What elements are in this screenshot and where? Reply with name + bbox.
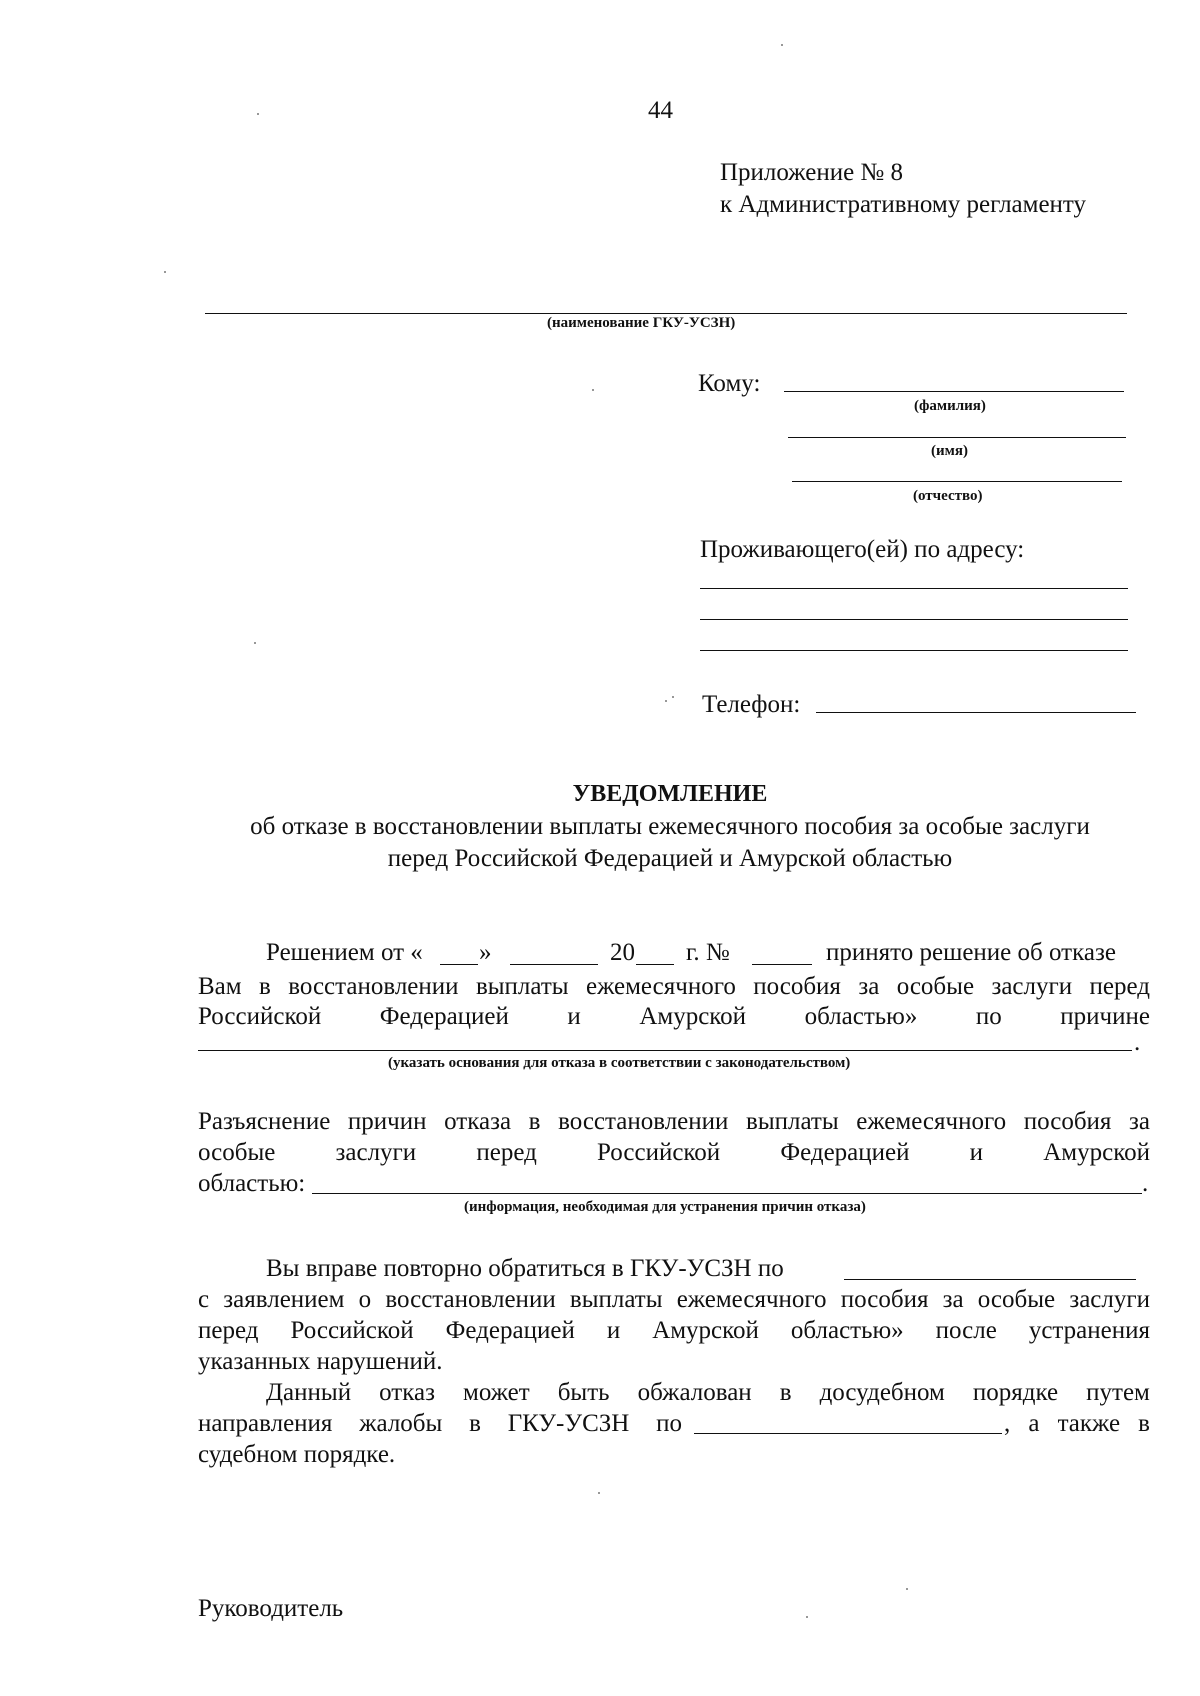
explanation-word: и — [969, 1139, 984, 1166]
phone-label: Телефон: — [702, 691, 801, 718]
refusal-reason-period: . — [1134, 1029, 1141, 1056]
decision-text-2: Вам в восстановлении выплаты ежемесячного пособия за особые заслуги перед — [198, 973, 1150, 1000]
explanation-word: особые — [198, 1139, 276, 1166]
signature-position: Руководитель — [198, 1595, 344, 1622]
appendix-regulation: к Административному регламенту — [720, 191, 1087, 218]
scan-speck — [598, 1492, 600, 1494]
reapply-text-2: с заявлением о восстановлении выплаты ежемесячного пособия за особые заслуги — [198, 1286, 1150, 1313]
decision-word: Амурской — [639, 1003, 747, 1030]
decision-word: по — [975, 1003, 1002, 1030]
appeal-word: досудебном — [819, 1379, 945, 1406]
reapply-text-3 — [198, 1318, 1150, 1343]
surname-caption: (фамилия) — [914, 398, 986, 414]
reapply-word: устранения — [1028, 1317, 1150, 1344]
name-line — [788, 437, 1126, 438]
scan-speck — [672, 696, 674, 698]
explanation-word: Российской — [596, 1139, 721, 1166]
refusal-reason-line — [198, 1050, 1132, 1051]
reapply-address-line — [844, 1279, 1136, 1280]
decision-month-line — [510, 964, 598, 965]
patronymic-caption: (отчество) — [913, 488, 983, 504]
explanation-period: . — [1142, 1170, 1149, 1197]
reapply-word: и — [606, 1317, 621, 1344]
appeal-address-line — [694, 1433, 1002, 1434]
org-name-line — [205, 313, 1127, 314]
explanation-info-line — [312, 1193, 1142, 1194]
appeal-text-2a: направления жалобы в ГКУ-УСЗН по — [198, 1410, 682, 1437]
org-name-caption: (наименование ГКУ-УСЗН) — [547, 315, 736, 331]
phone-line — [816, 712, 1136, 713]
address-line-3 — [700, 650, 1128, 651]
decision-year-prefix: 20 — [610, 939, 635, 966]
address-label: Проживающего(ей) по адресу: — [700, 536, 1025, 563]
decision-number-label: г. № — [686, 939, 730, 966]
notice-subtitle-2: перед Российской Федерацией и Амурской областью — [387, 845, 953, 872]
reapply-text-1: Вы вправе повторно обратиться в ГКУ-УСЗН по — [266, 1255, 784, 1282]
appeal-word: обжалован — [637, 1379, 752, 1406]
reapply-word: после — [935, 1317, 997, 1344]
address-line-2 — [700, 619, 1128, 620]
address-line-1 — [700, 588, 1128, 589]
appeal-text-3: судебном порядке. — [198, 1441, 396, 1468]
explanation-text-1: Разъяснение причин отказа в восстановлении выплаты ежемесячного пособия за — [198, 1108, 1150, 1135]
scan-speck — [592, 389, 594, 391]
decision-date-close: » — [479, 939, 492, 966]
decision-text-3 — [198, 1004, 1150, 1029]
scan-speck — [781, 44, 783, 46]
appeal-word: отказ — [379, 1379, 435, 1406]
appeal-word: быть — [557, 1379, 610, 1406]
reapply-word: Российской — [290, 1317, 414, 1344]
patronymic-line — [792, 481, 1122, 482]
to-label: Кому: — [698, 370, 761, 397]
appeal-word: в — [779, 1379, 792, 1406]
page-number: 44 — [648, 97, 673, 124]
surname-line — [784, 391, 1124, 392]
explanation-text-3: областью: — [198, 1170, 306, 1197]
decision-number-line — [752, 964, 812, 965]
appendix-number: Приложение № 8 — [720, 159, 904, 186]
explanation-word: заслуги — [335, 1139, 417, 1166]
refusal-reason-caption: (указать основания для отказа в соответствии с законодательством) — [388, 1055, 851, 1071]
name-caption: (имя) — [931, 443, 968, 459]
explanation-word: перед — [476, 1139, 537, 1166]
notice-subtitle-1: об отказе в восстановлении выплаты ежемесячного пособия за особые заслуги — [250, 813, 1090, 840]
explanation-text-2 — [198, 1140, 1150, 1165]
reapply-word: перед — [198, 1317, 259, 1344]
appeal-word: может — [463, 1379, 530, 1406]
decision-word: Российской — [198, 1003, 322, 1030]
scan-speck — [254, 642, 256, 644]
decision-word: причине — [1060, 1003, 1150, 1030]
decision-year-line — [636, 964, 674, 965]
explanation-word: Амурской — [1043, 1139, 1150, 1166]
scan-speck — [164, 271, 166, 273]
reapply-word: Федерацией — [445, 1317, 575, 1344]
explanation-caption: (информация, необходимая для устранения причин отказа) — [464, 1199, 866, 1215]
decision-word: и — [567, 1003, 581, 1030]
scan-speck — [806, 1616, 808, 1618]
scan-speck — [665, 700, 667, 702]
notice-title: УВЕДОМЛЕНИЕ — [572, 781, 768, 807]
decision-word: областью» — [804, 1003, 918, 1030]
reapply-text-4: указанных нарушений. — [198, 1348, 443, 1375]
scan-speck — [257, 113, 259, 115]
scan-speck — [906, 1588, 908, 1590]
appeal-word: путем — [1086, 1379, 1150, 1406]
appeal-text-2b: , а также в — [1004, 1410, 1150, 1437]
decision-date-prefix: Решением от « — [266, 939, 423, 966]
explanation-word: Федерацией — [780, 1139, 910, 1166]
appeal-text-1 — [266, 1380, 1150, 1405]
decision-word: Федерацией — [379, 1003, 509, 1030]
appeal-word: порядке — [972, 1379, 1059, 1406]
reapply-word: областью» — [790, 1317, 904, 1344]
reapply-word: Амурской — [652, 1317, 759, 1344]
appeal-word: Данный — [266, 1379, 352, 1406]
decision-text-1: принято решение об отказе — [826, 939, 1116, 966]
decision-day-line — [440, 964, 478, 965]
